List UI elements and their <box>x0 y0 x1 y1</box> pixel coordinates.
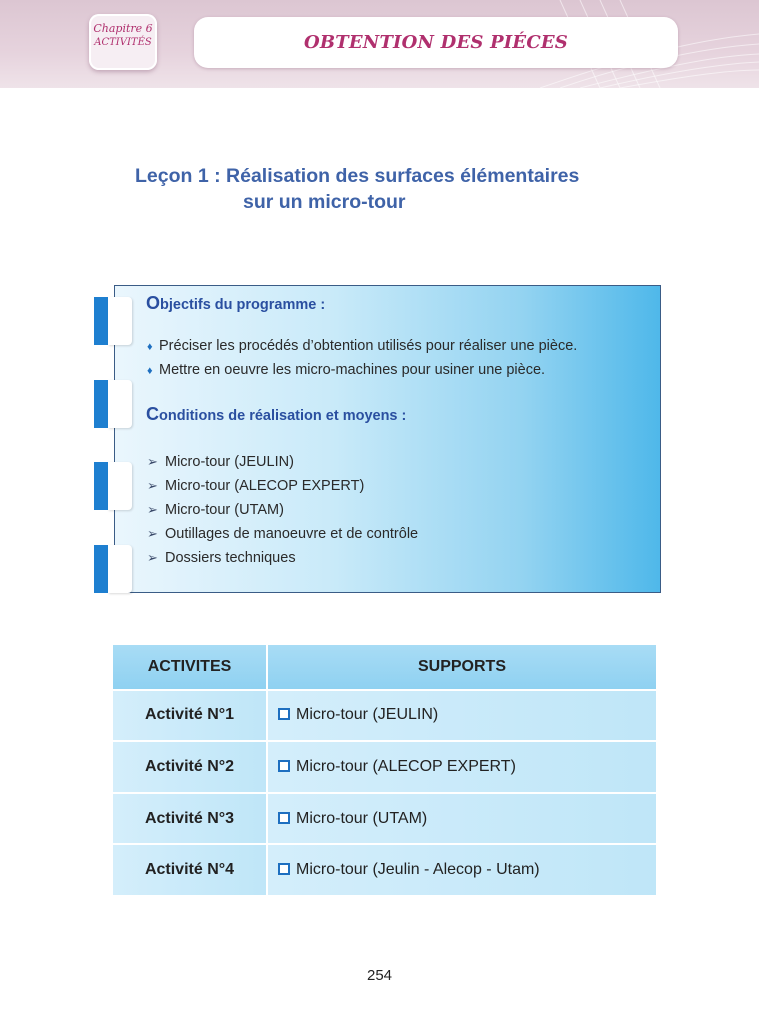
list-item: ➢ Micro-tour (JEULIN) <box>147 450 418 474</box>
list-item: ♦ Préciser les procédés d’obtention utilisés pour réaliser une pièce. <box>147 335 577 359</box>
arrow-bullet-icon: ➢ <box>147 502 158 517</box>
activities-table <box>113 645 658 897</box>
list-item: ➢ Outillages de manoeuvre et de contrôle <box>147 522 418 546</box>
table-row <box>113 691 658 743</box>
activity-cell: Activité N°3 <box>113 794 268 846</box>
table-row <box>113 742 658 794</box>
lesson-title-line-1: Leçon 1 : Réalisation des surfaces élémentaires <box>135 165 580 187</box>
diamond-bullet-icon: ♦ <box>147 365 153 377</box>
header-band <box>0 0 759 88</box>
lesson-title <box>135 163 655 215</box>
support-cell: Micro-tour (ALECOP EXPERT) <box>268 742 658 794</box>
page-number: 254 <box>366 967 393 984</box>
panel-tab <box>94 297 134 345</box>
support-cell: Micro-tour (Jeulin - Alecop - Utam) <box>268 845 658 897</box>
list-item: ➢ Micro-tour (UTAM) <box>147 498 418 522</box>
activity-cell: Activité N°4 <box>113 845 268 897</box>
checkbox-icon <box>278 812 290 824</box>
list-item: ➢ Micro-tour (ALECOP EXPERT) <box>147 474 418 498</box>
panel-tab <box>94 462 134 510</box>
activity-cell: Activité N°1 <box>113 691 268 743</box>
checkbox-icon <box>278 760 290 772</box>
column-header-activities: ACTIVITES <box>113 645 268 691</box>
panel-tab <box>94 545 134 593</box>
chapter-title-banner <box>194 17 678 68</box>
arrow-bullet-icon: ➢ <box>147 550 158 565</box>
arrow-bullet-icon: ➢ <box>147 526 158 541</box>
activity-cell: Activité N°2 <box>113 742 268 794</box>
chapter-tab <box>89 14 157 70</box>
checkbox-icon <box>278 863 290 875</box>
list-item: ♦ Mettre en oeuvre les micro-machines pour usiner une pièce. <box>147 359 577 383</box>
objectives-heading: Objectifs du programme : <box>146 293 326 313</box>
arrow-bullet-icon: ➢ <box>147 454 158 469</box>
table-row <box>113 845 658 897</box>
conditions-heading: Conditions de réalisation et moyens : <box>146 404 407 424</box>
arrow-bullet-icon: ➢ <box>147 478 158 493</box>
list-item: ➢ Dossiers techniques <box>147 546 418 570</box>
lesson-title-line-2: sur un micro-tour <box>243 191 406 213</box>
chapter-label: Chapitre 6 <box>93 22 153 35</box>
objectives-list <box>147 335 577 383</box>
table-row <box>113 794 658 846</box>
conditions-list <box>147 450 418 570</box>
diamond-bullet-icon: ♦ <box>147 341 153 353</box>
panel-tab <box>94 380 134 428</box>
checkbox-icon <box>278 708 290 720</box>
column-header-supports: SUPPORTS <box>268 645 658 691</box>
section-label: ACTIVITÉS <box>94 37 152 48</box>
chapter-title: OBTENTION DES PIÉCES <box>304 32 568 53</box>
support-cell: Micro-tour (UTAM) <box>268 794 658 846</box>
table-header-row <box>113 645 658 691</box>
support-cell: Micro-tour (JEULIN) <box>268 691 658 743</box>
